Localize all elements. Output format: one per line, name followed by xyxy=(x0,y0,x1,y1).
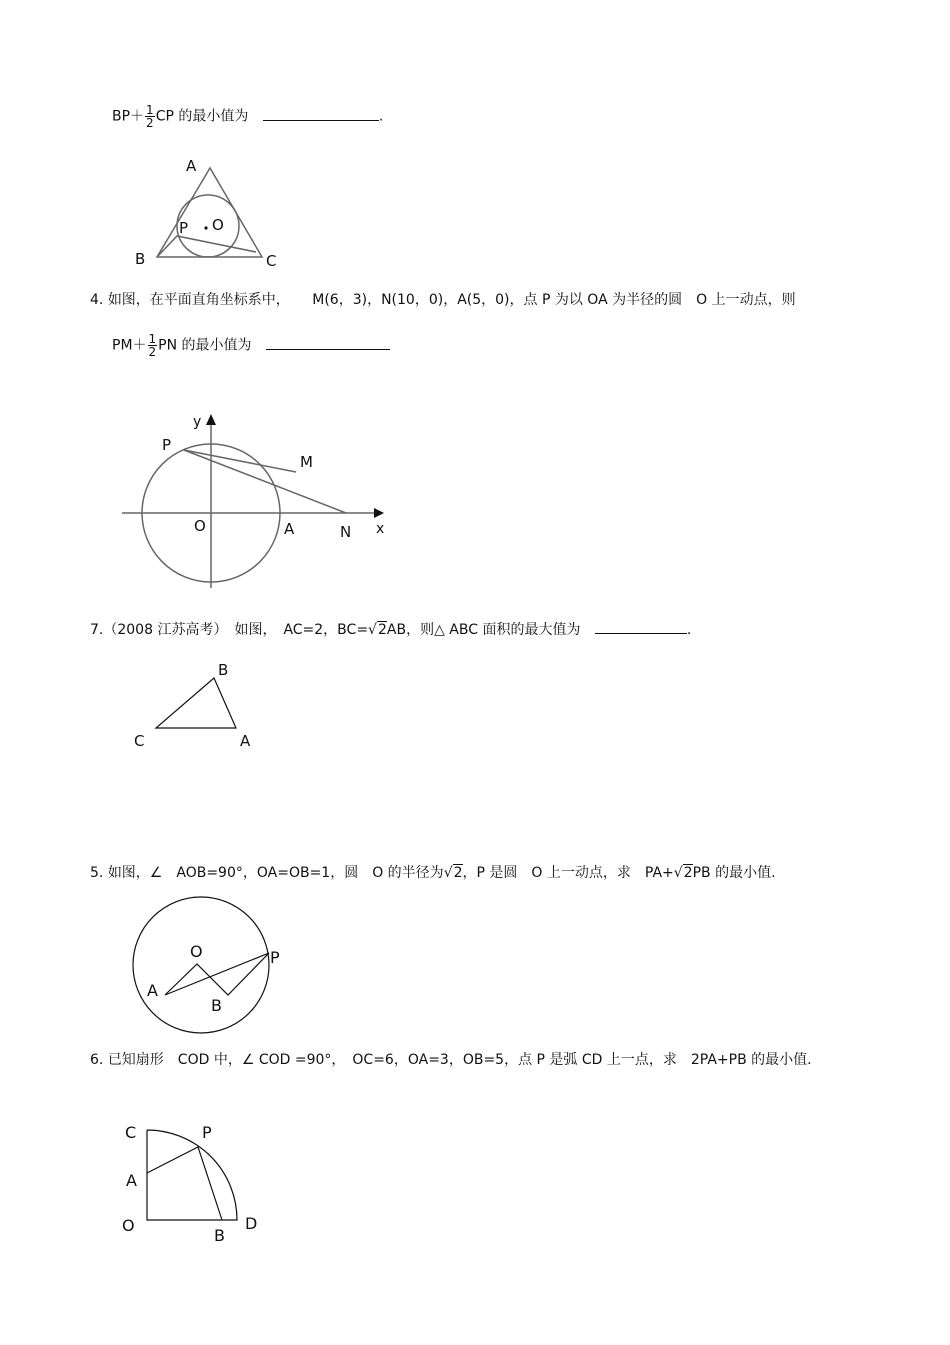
label-o: O xyxy=(194,517,206,535)
label-m: M xyxy=(300,453,313,471)
problem-4-line-1: 4. 如图，在平面直角坐标系中， M(6，3)，N(10，0)，A(5，0)，点 P 为以 OA 为半径的圆 O 上一动点，则 xyxy=(90,292,796,308)
label-d: D xyxy=(245,1214,258,1233)
label-a: A xyxy=(126,1171,137,1190)
fraction-half: $\frac{1}{2}$ xyxy=(148,332,157,359)
label-o: O xyxy=(212,216,224,234)
label-a: A xyxy=(240,732,251,750)
sqrt-2: √2 xyxy=(673,865,693,881)
y-axis-arrow xyxy=(206,414,216,425)
problem-3-question: BP＋ $\frac{1}{2}$ CP 的最小值为 . xyxy=(112,103,384,130)
segments-pa-pb xyxy=(147,1147,222,1220)
answer-blank xyxy=(266,337,390,350)
label-o: O xyxy=(190,942,203,961)
label-p: P xyxy=(270,948,280,967)
label-a: A xyxy=(186,157,197,175)
figure-problem-5 xyxy=(133,897,280,1033)
center-point-o xyxy=(204,226,207,229)
problem-7-question: 7.（2008 江苏高考） 如图， AC=2，BC=√2AB，则△ ABC 面积的最大值为 . xyxy=(90,622,692,638)
label-x: x xyxy=(376,521,385,537)
label-o: O xyxy=(122,1216,135,1235)
triangle-abc xyxy=(157,168,262,257)
label-y: y xyxy=(193,414,202,430)
segments-oa-ob-pa-pb xyxy=(165,953,269,995)
figure-problem-3 xyxy=(135,157,276,270)
label-c: C xyxy=(134,732,145,750)
label-a: A xyxy=(147,981,158,1000)
sqrt-2: √2 xyxy=(443,865,463,881)
problem-3-suffix: CP 的最小值为 xyxy=(155,108,249,125)
segments-bp-cp xyxy=(157,236,256,257)
problem-3-prefix: BP＋ xyxy=(112,108,145,125)
problem-4-line-2: PM＋ $\frac{1}{2}$ PN 的最小值为 xyxy=(112,333,390,358)
sqrt-2: √2 xyxy=(368,622,387,638)
figure-problem-7 xyxy=(134,661,251,750)
label-b: B xyxy=(214,1226,225,1245)
label-b: B xyxy=(211,996,222,1015)
problem-4-number: 4. xyxy=(90,292,104,308)
figure-problem-4 xyxy=(122,414,384,588)
sector-cod xyxy=(147,1130,237,1220)
triangle-abc xyxy=(156,678,236,728)
segments-pm-pn xyxy=(184,450,346,513)
problem-5-question: 5. 如图，∠ AOB=90°，OA=OB=1，圆 O 的半径为√2，P 是圆 O 上一动点，求 PA+√2PB 的最小值. xyxy=(90,865,776,881)
label-p: P xyxy=(179,219,189,237)
label-b: B xyxy=(135,250,146,268)
label-b: B xyxy=(218,661,229,679)
label-c: C xyxy=(125,1123,137,1142)
label-p: P xyxy=(202,1123,212,1142)
problem-6-question: 6. 已知扇形 COD 中，∠ COD =90°， OC=6，OA=3，OB=5，点 P 是弧 CD 上一点，求 2PA+PB 的最小值. xyxy=(90,1052,812,1068)
fraction-half: $\frac{1}{2}$ xyxy=(146,103,154,130)
label-p: P xyxy=(162,436,172,454)
label-n: N xyxy=(340,523,352,541)
x-axis-arrow xyxy=(374,508,384,518)
label-c: C xyxy=(266,252,277,270)
label-a: A xyxy=(284,520,295,538)
circle-o xyxy=(133,897,269,1033)
figure-problem-6 xyxy=(122,1123,257,1245)
answer-blank xyxy=(595,621,687,634)
